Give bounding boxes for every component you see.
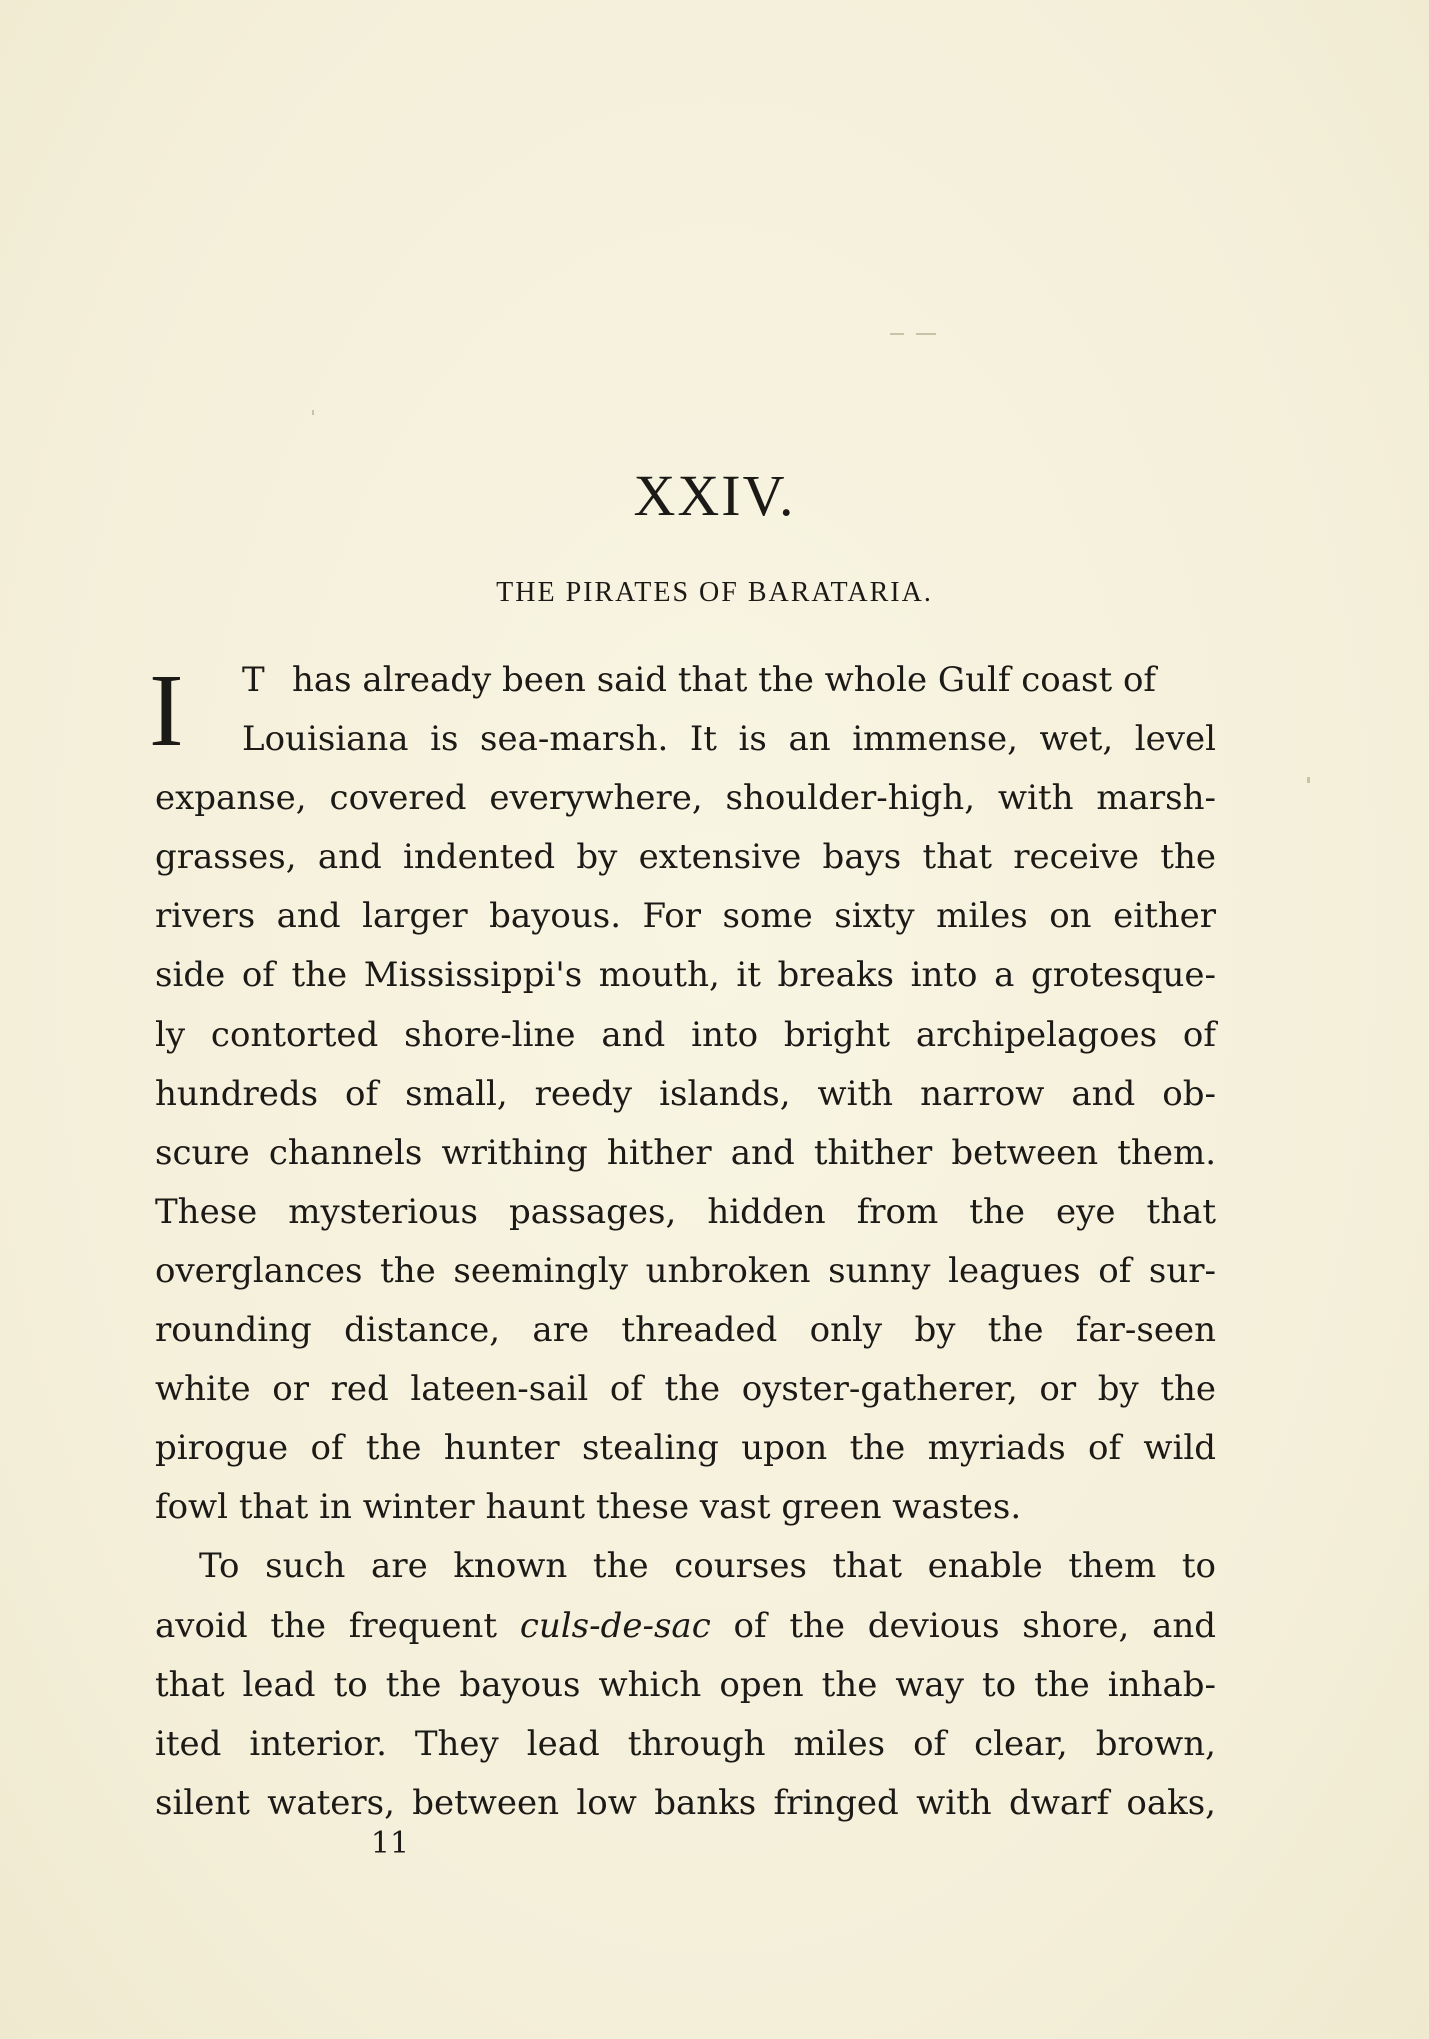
text-line: rounding distance, are threaded only by the far-seen	[155, 1310, 1216, 1351]
text-line: scure channels writhing hither and thither between them.	[155, 1132, 1216, 1173]
text-line	[155, 1597, 1216, 1656]
text-line: side of the Mississippi's mouth, it breaks into a grotesque-	[155, 955, 1216, 996]
text-line-content: has already been said that the whole Gulf coast of	[292, 660, 1157, 700]
text-line: fowl that in winter haunt these vast green wastes.	[155, 1487, 1022, 1528]
text-line: Louisiana is sea-marsh. It is an immense, wet, level	[242, 719, 1216, 760]
text-line: expanse, covered everywhere, shoulder-high, with marsh-	[155, 778, 1216, 819]
print-speck	[916, 333, 936, 335]
text-line: overglances the seemingly unbroken sunny leagues of sur-	[155, 1250, 1216, 1291]
page-number: 11	[370, 1826, 410, 1861]
text-line: pirogue of the hunter stealing upon the myriads of wild	[155, 1428, 1216, 1469]
text-fragment: avoid the frequent	[155, 1605, 498, 1646]
text-line: white or red lateen-sail of the oyster-gatherer, or by the	[155, 1369, 1216, 1410]
chapter-title: THE PIRATES OF BARATARIA.	[496, 577, 933, 608]
drop-cap-continuation: T	[242, 660, 265, 700]
text-line: hundreds of small, reedy islands, with narrow and ob-	[155, 1073, 1216, 1114]
text-line: silent waters, between low banks fringed with dwarf oaks,	[155, 1782, 1216, 1823]
print-speck	[1307, 777, 1310, 783]
body-text	[149, 651, 1216, 1833]
text-line: grasses, and indented by extensive bays that receive the	[155, 837, 1216, 878]
text-line: To such are known the courses that enable them to	[199, 1546, 1216, 1587]
print-speck	[890, 333, 904, 335]
italic-phrase: culs-de-sac	[519, 1605, 711, 1646]
text-line: that lead to the bayous which open the way to the inhab-	[155, 1664, 1216, 1705]
drop-cap: I	[149, 653, 184, 768]
text-line: ly contorted shore-line and into bright archipelagoes of	[155, 1014, 1216, 1055]
text-line: rivers and larger bayous. For some sixty miles on either	[155, 896, 1216, 937]
chapter-number: XXIV.	[633, 463, 796, 528]
text-fragment: of the devious shore, and	[733, 1605, 1216, 1646]
text-line: These mysterious passages, hidden from the eye that	[155, 1191, 1216, 1232]
print-speck	[312, 410, 314, 415]
text-line: ited interior. They lead through miles of clear, brown,	[155, 1723, 1216, 1764]
